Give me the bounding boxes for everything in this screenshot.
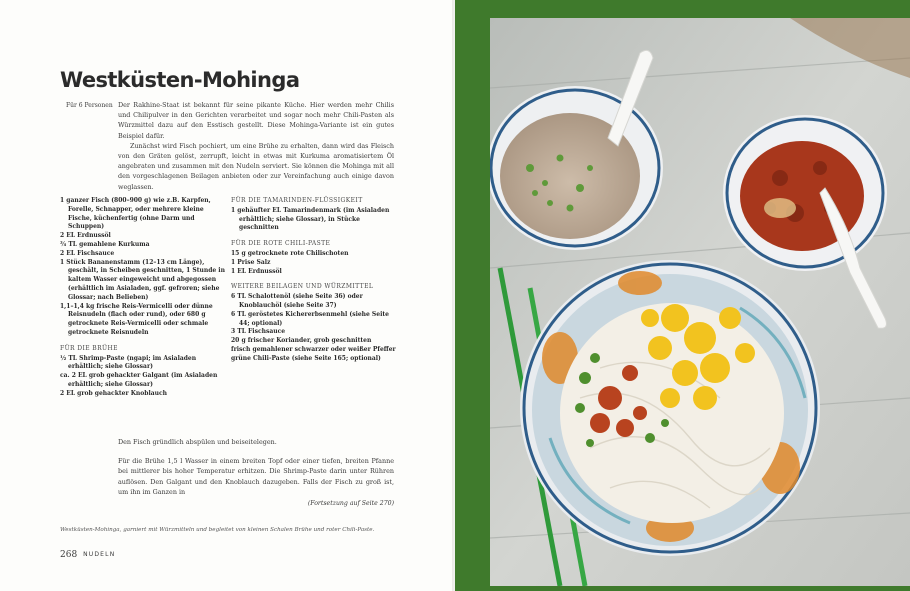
intro-paragraph: Zunächst wird Fisch pochiert, um eine Brühe zu erhalten, dann wird das Fleisch von den Gräten gelöst, zerrupft, leicht in etwas mit Kurkuma aromatisiertem Öl angebraten und zusammen mit den Nudeln serviert. Sie können die Mohinga mit all den vorgeschlagenen Beilagen anbieten oder zur Vereinfachung auch einige davon weglassen. [118,141,394,191]
page-number: 268 [60,550,78,560]
food-photo [490,18,910,586]
rice-noodles [560,303,784,523]
page-footer [60,550,115,560]
ingredient-line: 20 g frischer Koriander, grob geschnitten [231,337,372,345]
ingredient-line: 1 EL Erdnussöl [231,267,282,275]
food-photo-illustration [490,18,910,586]
ingredient-line: 1 Stück Bananenstamm (12–13 cm Länge), geschält, in Scheiben geschnitten, 1 Stunde in kaltem Wasser eingeweicht und abgegossen (erhältlich im Asialaden, ggf. gefroren; siehe Glossar; nach Belieben) [60,258,225,301]
ingredient-line: 3 TL Fischsauce [231,328,286,336]
ingredient-line: ca. 2 EL grob gehackter Galgant (im Asialaden erhältlich; siehe Glossar) [60,372,218,388]
ingredients-column-left [60,197,226,399]
method-paragraph: Den Fisch gründlich abspülen und beiseitelegen. [118,438,277,446]
ingredient-line: 1 ganzer Fisch (800–900 g) wie z.B. Karpfen, Forelle, Schnapper, oder mehrere kleine Fische, küchenfertig (ohne Darm und Schuppen) [60,197,211,231]
ingredient-line: 6 TL geröstetes Kichererbsenmehl (siehe Seite 44; optional) [231,310,389,327]
ingredients-column-right [231,197,399,364]
ingredient-line: ¾ TL gemahlene Kurkuma [60,240,150,248]
ingredient-line: 2 EL grob gehackter Knoblauch [60,389,168,397]
mohinga-noodle-bowl [520,260,820,556]
method-paragraph: Für die Brühe 1,5 l Wasser in einem breiten Topf oder einer tiefen, breiten Pfanne bei mittlerer bis hoher Temperatur erhitzen. Die Shrimp-Paste darin unter Rühren auflösen. Den Galgant und den Knoblauch dazugeben. Falls der Fisch zu groß ist, um ihn im Ganzen in [118,457,394,496]
ingredient-line: 1,1–1,4 kg frische Reis-Vermicelli oder dünne Reisnudeln (flach oder rund), oder 680 g getrocknete Reis-Vermicelli oder schmale getrocknete Reisnudeln [60,302,213,336]
serves-label: Für 6 Personen [66,102,113,109]
intro-text [118,100,394,192]
ingredient-line: ½ TL Shrimp-Paste (ngapi; im Asialaden erhältlich; siehe Glossar) [60,354,197,371]
continued-note: (Fortsetzung auf Seite 270) [307,500,394,507]
ingredient-line: 1 Prise Salz [231,258,271,266]
ingredient-line: 15 g getrocknete rote Chilischoten [231,249,349,257]
ingredient-line: grüne Chili-Paste (siehe Seite 165; optional) [231,354,381,362]
ingredient-line: 2 EL Fischsauce [60,249,115,257]
ingredient-line: 6 TL Schalottenöl (siehe Seite 36) oder Knoblauchöl (siehe Seite 37) [231,293,363,309]
ingredient-line: frisch gemahlener schwarzer oder weißer Pfeffer [231,345,396,353]
section-heading-tamarind: FÜR DIE TAMARINDEN-FLÜSSIGKEIT [231,197,363,204]
ingredient-line: 2 EL Erdnussöl [60,232,111,240]
section-heading-extras: WEITERE BEILAGEN UND WÜRZMITTEL [231,283,374,291]
intro-paragraph: Der Rakhine-Staat ist bekannt für seine pikante Küche. Hier werden mehr Chilis und Chilipulver in den Gerichten verarbeitet und sogar noch mehr Chili-Pasten als Würzmittel dazu auf den Esstisch gestellt. Diese Mohinga-Variante ist ein gutes Beispiel dafür. [118,101,394,140]
ingredient-line: 1 gehäufter EL Tamarindenmark (im Asialaden erhältlich; siehe Glossar), in Stücke geschnitten [231,206,390,232]
method-text [118,437,394,506]
section-heading-broth: FÜR DIE BRÜHE [60,344,118,352]
section-heading-chili: FÜR DIE ROTE CHILI-PASTE [231,240,331,248]
recipe-title: Westküsten-Mohinga [60,68,300,92]
photo-caption: Westküsten-Mohinga, garniert mit Würzmitteln und begleitet von kleinen Schalen Brühe und roter Chili-Paste. [60,527,375,533]
section-name: NUDELN [83,551,116,558]
